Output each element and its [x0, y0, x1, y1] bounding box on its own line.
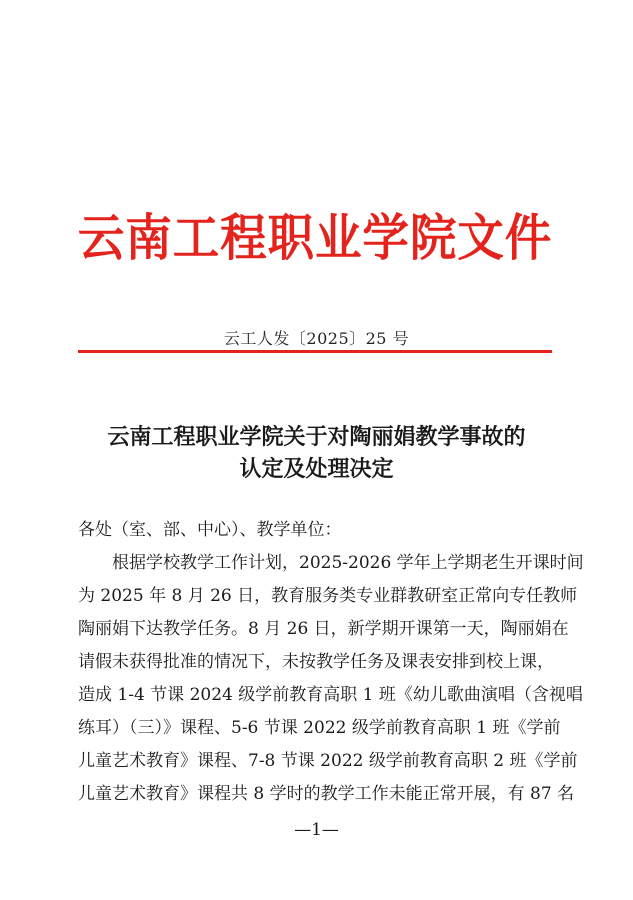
- body-paragraph-line: 根据学校教学工作计划，2025-2026 学年上学期老生开课时间: [112, 553, 584, 573]
- document-number: 云工人发〔2025〕25 号: [223, 329, 410, 348]
- body-paragraph-line: 儿童艺术教育》课程、7-8 节课 2022 级学前教育高职 2 班《学前: [78, 751, 578, 771]
- salutation: 各处（室、部、中心）、教学单位：: [78, 520, 342, 540]
- document-title-line-1: 云南工程职业学院关于对陶丽娟教学事故的: [107, 425, 526, 450]
- body-paragraph-line: 为 2025 年 8 月 26 日，教育服务类专业群教研室正常向专任教师: [78, 586, 578, 606]
- body-paragraph-line: 请假未获得批准的情况下，未按教学任务及课表安排到校上课，: [78, 652, 554, 672]
- page-number: —1—: [294, 820, 339, 840]
- document-title-line-2: 认定及处理决定: [239, 457, 394, 482]
- body-paragraph-line: 陶丽娟下达教学任务。8 月 26 日，新学期开课第一天，陶丽娟在: [78, 619, 569, 639]
- body-paragraph-line: 练耳）（三）》课程、5-6 节课 2022 级学前教育高职 1 班《学前: [78, 718, 561, 738]
- body-paragraph-line: 儿童艺术教育》课程共 8 学时的教学工作未能正常开展，有 87 名: [78, 784, 575, 804]
- header-divider: [78, 350, 552, 353]
- body-paragraph-line: 造成 1-4 节课 2024 级学前教育高职 1 班《幼儿歌曲演唱（含视唱: [78, 685, 583, 705]
- document-header-title: 云南工程职业学院文件: [77, 209, 553, 267]
